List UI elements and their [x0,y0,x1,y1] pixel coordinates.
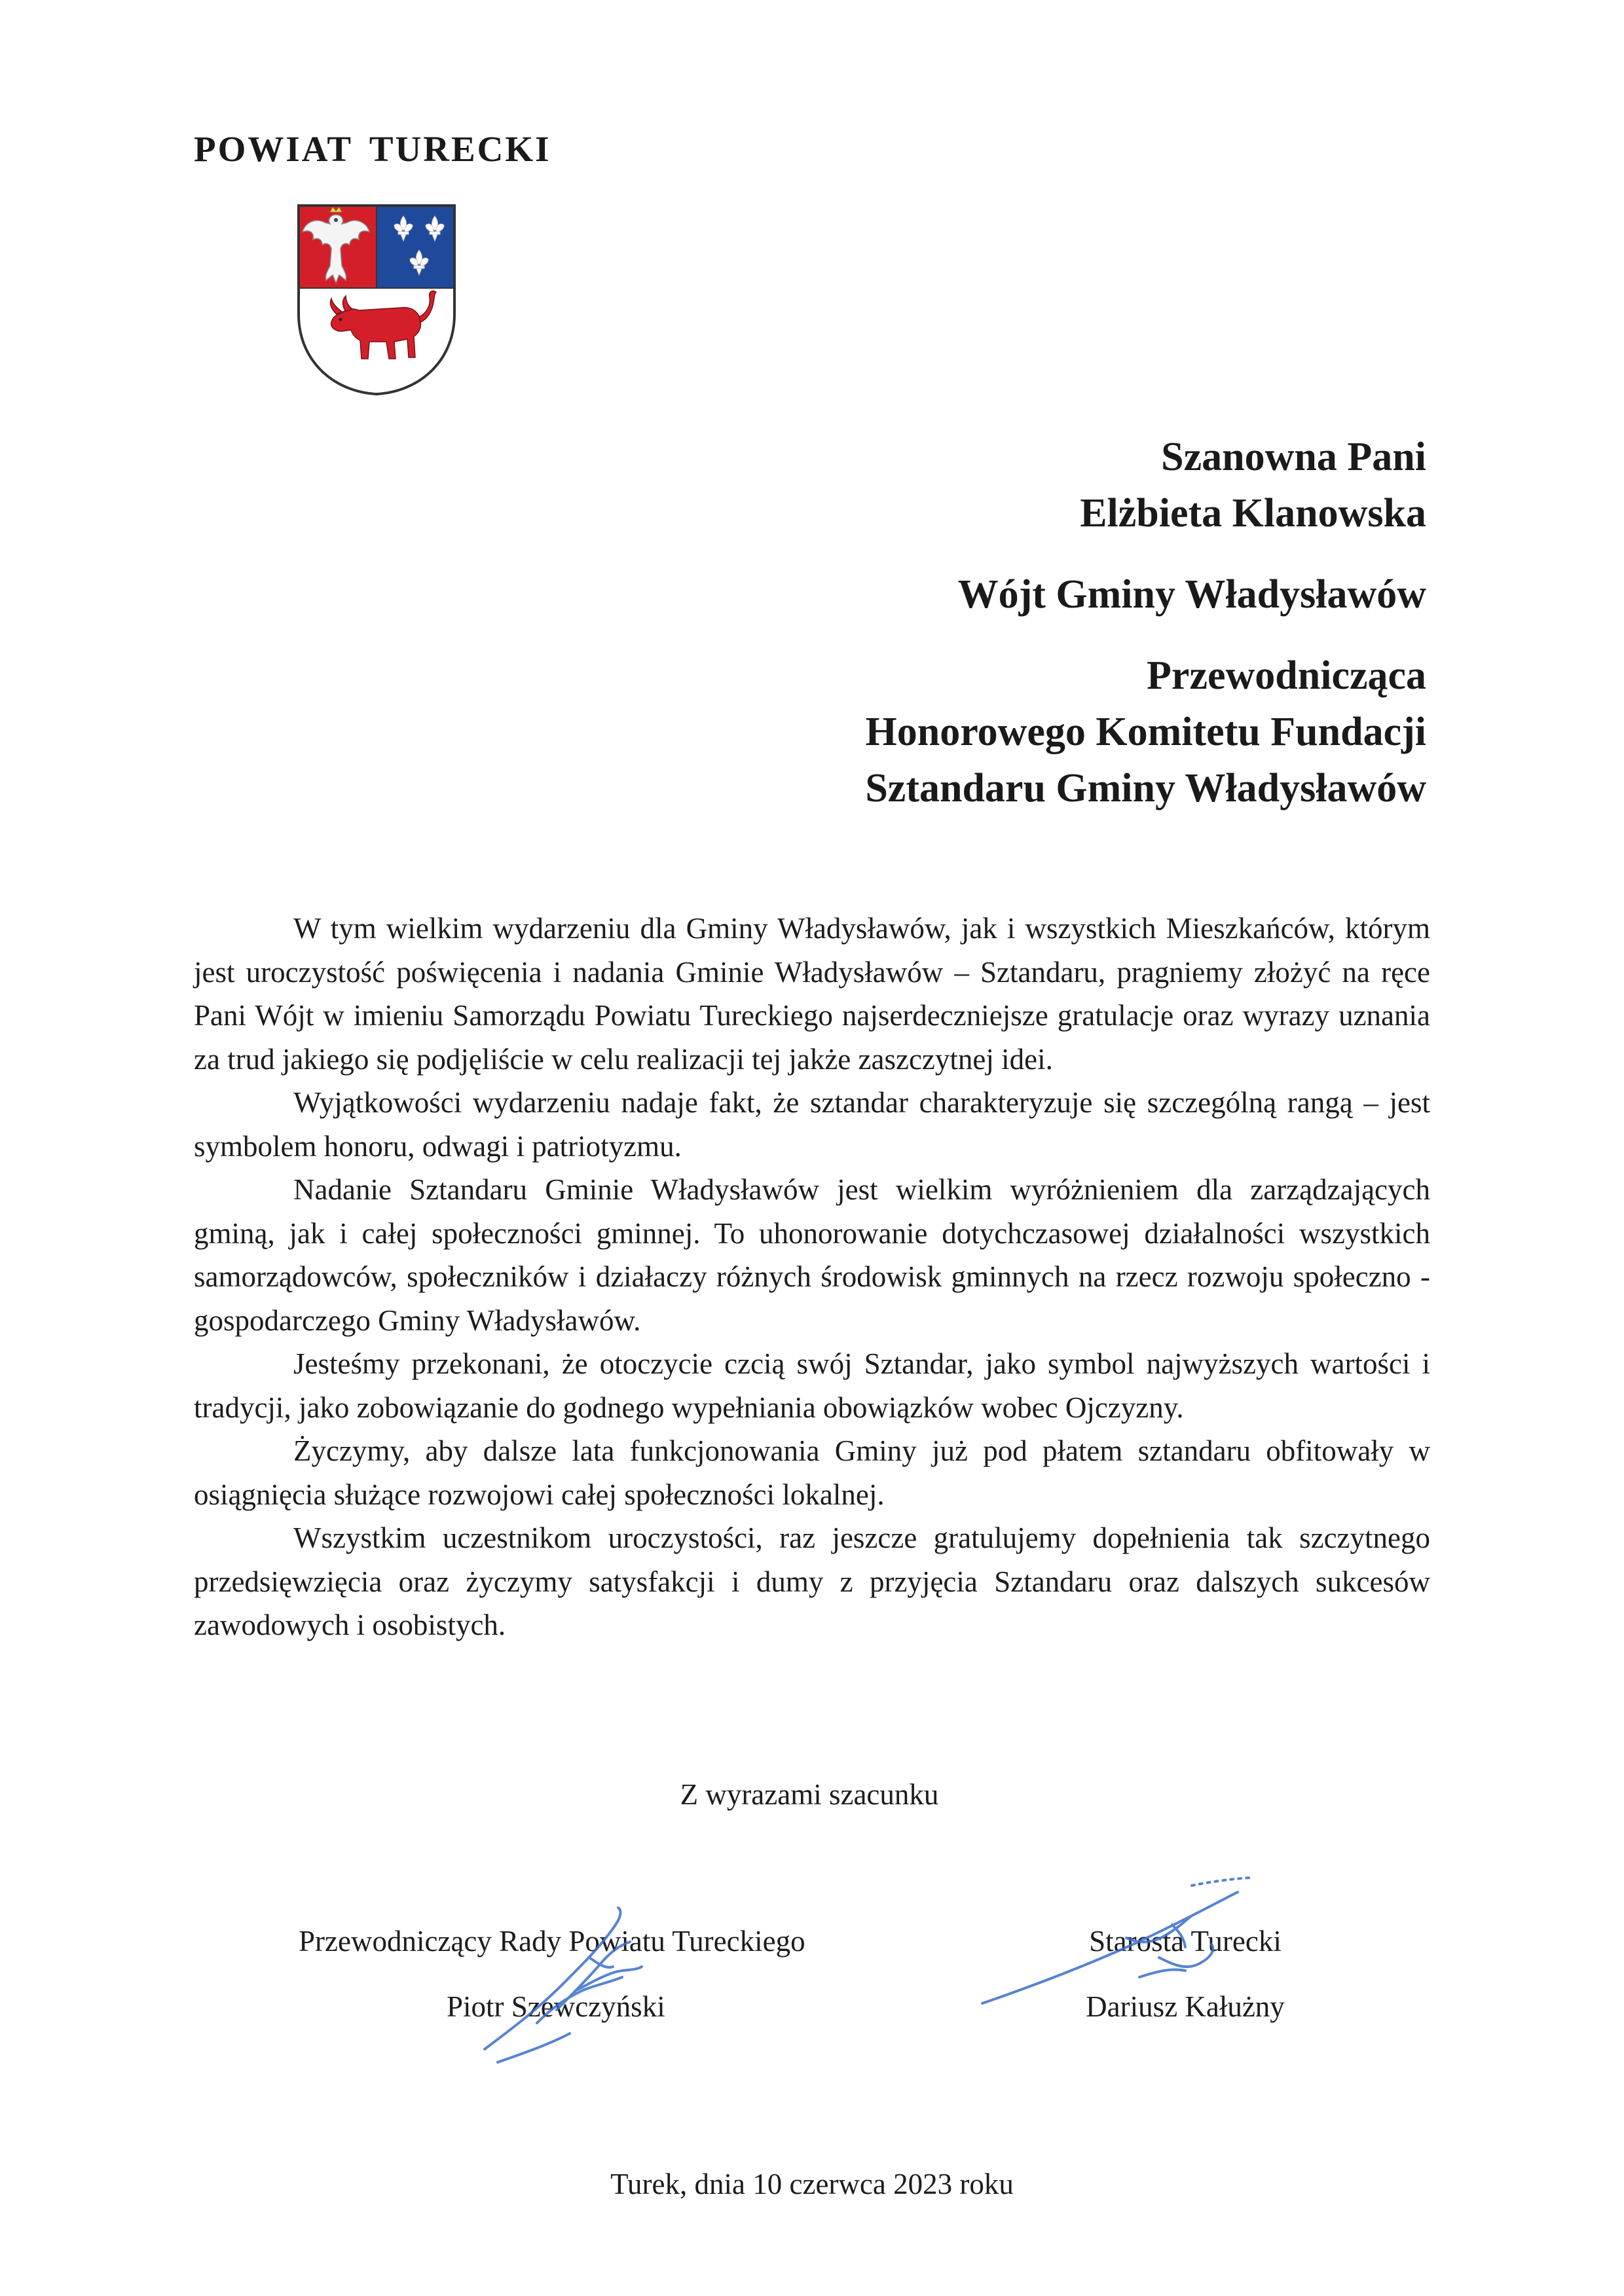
recipient-salutation: Szanowna Pani [1161,435,1426,479]
signatory-right-title: Starosta Turecki [1089,1925,1282,1958]
coat-of-arms-icon [296,203,457,397]
signature-block-right [1074,1908,1297,2039]
body-paragraph-2: Wyjątkowości wydarzeniu nadaje fakt, że sztandar charakteryzuje się szczególną rangą – jest symbolem honoru, odwagi i patriotyzmu. [194,1086,1430,1163]
signatory-left-title: Przewodniczący Rady Powiatu Tureckiego [299,1925,805,1958]
recipient-role-line-3: Sztandaru Gminy Władysławów [865,766,1426,811]
body-paragraph-5: Życzymy, aby dalsze lata funkcjonowania Gminy już pod płatem sztandaru obfitowały w osiągnięcia służące rozwojowi całej społeczności lokalnej. [194,1434,1430,1511]
letter-body [194,907,1430,1647]
body-paragraph-3: Nadanie Sztandaru Gminie Władysławów jest wielkim wyróżnieniem dla zarządzających gminą, jak i całej społeczności gminnej. To uhonorowanie dotychczasowej działalności wszystkich samorządowców, społeczników i działaczy różnych środowisk gminnych na rzecz rozwoju społeczno - gospodarczego Gminy Władysławów. [194,1173,1430,1337]
closing-phrase [0,1777,1624,1812]
signatory-right-name: Dariusz Kałużny [1086,1990,1285,2023]
signatory-left-name: Piotr Szewczyński [447,1990,665,2023]
issuer-title: POWIAT TURECKI [194,129,551,169]
recipient-block [444,429,1426,816]
recipient-position: Wójt Gminy Władysławów [957,572,1426,617]
recipient-role-line-1: Przewodnicząca [1147,653,1426,698]
closing-text: Z wyrazami szacunku [680,1778,939,1811]
body-paragraph-6: Wszystkim uczestnikom uroczystości, raz jeszcze gratulujemy dopełnienia tak szczytnego przedsięwzięcia oraz życzymy satysfakcji i dumy z przyjęcia Sztandaru oraz dalszych sukcesów zawodowych i osobistych. [194,1522,1430,1641]
body-paragraph-4: Jesteśmy przekonani, że otoczycie czcią swój Sztandar, jako symbol najwyższych wartości i tradycji, jako zobowiązanie do godnego wypełniania obowiązków wobec Ojczyzny. [194,1347,1430,1424]
place-and-date: Turek, dnia 10 czerwca 2023 roku [610,2168,1014,2200]
signature-block-left [299,1908,875,2039]
recipient-name: Elżbieta Klanowska [1080,491,1426,536]
body-paragraph-1: W tym wielkim wydarzeniu dla Gminy Władysławów, jak i wszystkich Mieszkańców, którym jest uroczystość poświęcenia i nadania Gminie Władysławów – Sztandaru, pragniemy złożyć na ręce Pani Wójt w imieniu Samorządu Powiatu Tureckiego najserdeczniejsze gratulacje oraz wyrazy uznania za trud jakiego się podjęliście w celu realizacji tej jakże zaszczytnej idei. [194,912,1430,1076]
recipient-role-line-2: Honorowego Komitetu Fundacji [865,710,1426,754]
